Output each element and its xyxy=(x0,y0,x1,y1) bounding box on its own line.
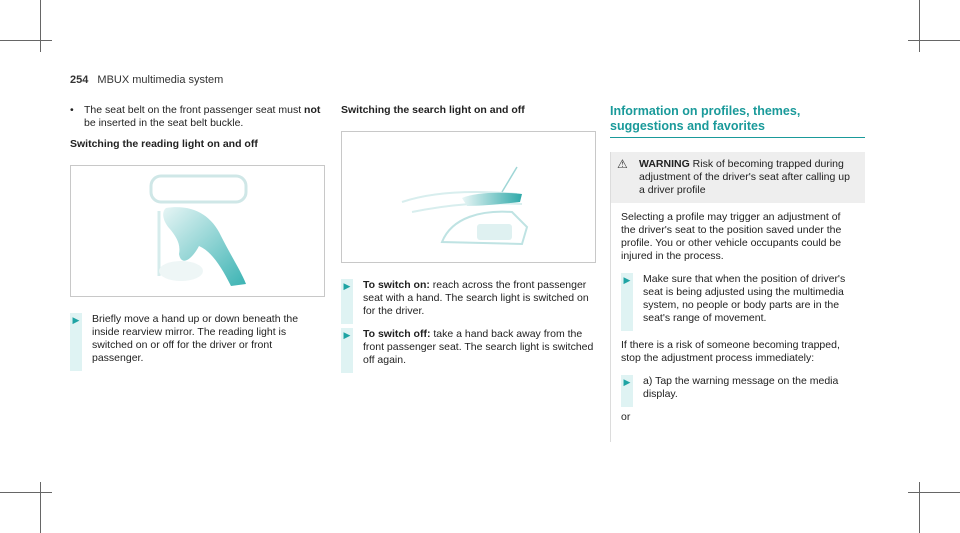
column-3 xyxy=(610,104,865,442)
reading-light-illustration xyxy=(70,165,325,297)
section-heading: Switching the reading light on and off xyxy=(70,138,258,150)
page-title: MBUX multimedia system xyxy=(97,74,224,86)
crop-mark xyxy=(908,492,960,493)
column-1 xyxy=(70,104,325,375)
warning-triangle-icon: ⚠ xyxy=(617,157,628,171)
crop-mark xyxy=(919,482,920,533)
warning-box xyxy=(610,152,865,442)
arrow-right-icon: ▶ xyxy=(343,281,351,291)
list-item: • The seat belt on the front passenger seat must not be inserted in the seat belt buckle. xyxy=(70,104,321,129)
instruction-step: ▶ a) Tap the warning message on the media display. xyxy=(621,375,857,401)
crop-mark xyxy=(0,40,52,41)
instruction-step: ▶ Make sure that when the position of driver's seat is being adjusted using the multimedia system, no people or body parts are in the seat's range of movement. xyxy=(621,273,857,325)
arrow-right-icon: ▶ xyxy=(72,315,80,325)
paragraph: Selecting a profile may trigger an adjustment of the driver's seat to the position saved under the profile. You or other vehicle occupants could be injured in the process. xyxy=(621,211,842,262)
section-heading: Switching the search light on and off xyxy=(341,104,525,116)
page-header xyxy=(70,74,223,86)
paragraph: If there is a risk of someone becoming trapped, stop the adjustment process immediately: xyxy=(621,339,840,364)
column-2 xyxy=(341,104,596,377)
arrow-right-icon: ▶ xyxy=(623,377,631,387)
section-title: Information on profiles, themes, suggestions and favorites xyxy=(610,104,801,133)
mirror-hand-illustration xyxy=(71,166,324,296)
crop-mark xyxy=(40,0,41,52)
warning-body xyxy=(611,203,865,442)
instruction-step: ▶ To switch off: take a hand back away from the front passenger seat. The search light is switched off again. xyxy=(341,328,596,367)
warning-header: ⚠ WARNING Risk of becoming trapped during adjustment of the driver's seat after calling up a driver profile xyxy=(611,152,865,203)
arrow-right-icon: ▶ xyxy=(623,275,631,285)
instruction-step: ▶ To switch on: reach across the front passenger seat with a hand. The search light is switched on for the driver. xyxy=(341,279,596,318)
car-hand-illustration xyxy=(342,132,595,262)
crop-mark xyxy=(0,492,52,493)
instruction-step: ▶ Briefly move a hand up or down beneath the inside rearview mirror. The reading light is switched on or off for the driver or front passenger. xyxy=(70,313,325,365)
section-divider xyxy=(610,137,865,138)
crop-mark xyxy=(908,40,960,41)
arrow-right-icon: ▶ xyxy=(343,330,351,340)
crop-mark xyxy=(919,0,920,52)
page-number: 254 xyxy=(70,74,89,86)
paragraph: or xyxy=(621,411,631,423)
search-light-illustration xyxy=(341,131,596,263)
crop-mark xyxy=(40,482,41,533)
bullet-icon: • xyxy=(70,104,74,116)
